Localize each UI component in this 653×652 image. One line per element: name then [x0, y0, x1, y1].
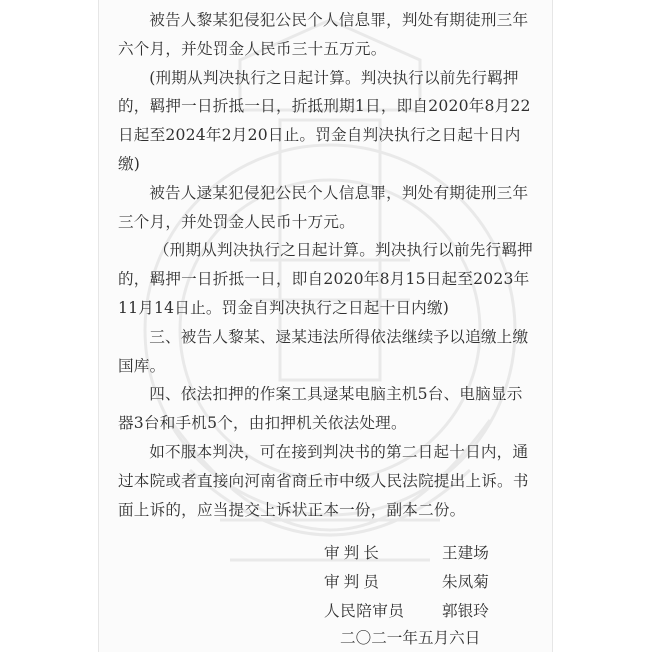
signature-name: 郭银玲 — [442, 602, 489, 620]
paragraph-5: 三、被告人黎某、逯某违法所得依法继续予以追缴上缴国库。 — [118, 327, 529, 375]
paragraph-4: （刑期从判决执行之日起计算。判决执行以前先行羁押的，羁押一日折抵一日，即自2020年8月15日起至2023年11月14日止。罚金自判决执行之日起十日内缴) — [118, 241, 533, 317]
signature-role: 审判员 — [324, 573, 383, 591]
paragraph-6: 四、依法扣押的作案工具逯某电脑主机5台、电脑显示器3台和手机5个，由扣押机关依法处理。 — [118, 385, 523, 433]
signature-row — [324, 597, 544, 626]
signature-block — [324, 539, 544, 626]
signature-name: 王建场 — [442, 544, 489, 562]
signature-row — [324, 568, 544, 597]
signature-name: 朱凤菊 — [442, 573, 489, 591]
paragraph-2: (刑期从判决执行之日起计算。判决执行以前先行羁押的，羁押一日折抵一日，折抵刑期1日，即自2020年8月22日起至2024年2月20日止。罚金自判决执行之日起十日内缴) — [118, 68, 531, 173]
judgment-body — [118, 6, 538, 524]
signature-role: 人民陪审员 — [324, 602, 405, 620]
judgment-date: 二〇二一年五月六日 — [340, 629, 481, 647]
signature-row — [324, 539, 544, 568]
signature-role: 审判长 — [324, 544, 383, 562]
paragraph-1: 被告人黎某犯侵犯公民个人信息罪，判处有期徒刑三年六个月，并处罚金人民币三十五万元。 — [118, 11, 529, 58]
paragraph-7: 如不服本判决，可在接到判决书的第二日起十日内，通过本院或者直接向河南省商丘市中级人民法院提出上诉。书面上诉的，应当提交上诉状正本一份，副本二份。 — [118, 442, 529, 519]
paragraph-3: 被告人逯某犯侵犯公民个人信息罪，判处有期徒刑三年三个月，并处罚金人民币十万元。 — [118, 183, 529, 231]
